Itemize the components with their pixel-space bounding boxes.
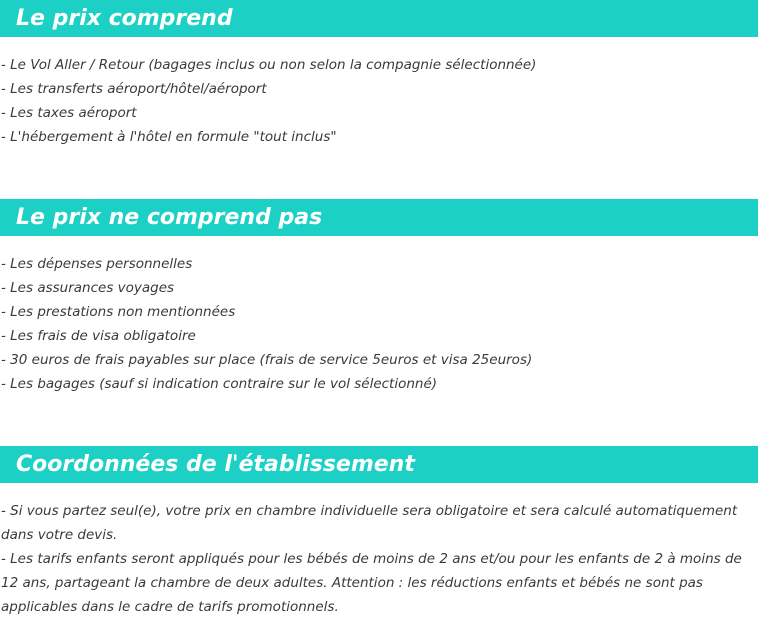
list-item: - Le Vol Aller / Retour (bagages inclus ou non selon la compagnie sélectionnée): [1, 57, 537, 73]
list-item: - Les assurances voyages: [1, 280, 175, 296]
section-heading: Coordonnées de l'établissement: [0, 446, 758, 483]
list-item: - Les dépenses personnelles: [1, 256, 193, 272]
section-heading: Le prix ne comprend pas: [0, 199, 758, 236]
section-price-includes: [0, 0, 758, 149]
list-item: - L'hébergement à l'hôtel en formule "tout inclus": [1, 129, 337, 145]
details-text: [0, 499, 758, 619]
info-paragraph: - Si vous partez seul(e), votre prix en chambre individuelle sera obligatoire et sera calculé automatiquement dans votre devis.: [1, 503, 738, 543]
list-item: - Les prestations non mentionnées: [1, 304, 236, 320]
list-item: - Les frais de visa obligatoire: [1, 328, 196, 344]
list-item: - Les transferts aéroport/hôtel/aéroport: [1, 81, 267, 97]
included-list: [0, 53, 758, 149]
section-heading: Le prix comprend: [0, 0, 758, 37]
list-item: - Les taxes aéroport: [1, 105, 137, 121]
info-paragraph: - Les tarifs enfants seront appliqués pour les bébés de moins de 2 ans et/ou pour les enfants de 2 à moins de 12 ans, partageant la chambre de deux adultes. Attention : les réductions enfants et bébés ne sont pas applicables dans le cadre de tarifs promotionnels.: [1, 551, 742, 615]
list-item: - 30 euros de frais payables sur place (frais de service 5euros et visa 25euros): [1, 352, 533, 368]
section-establishment-details: [0, 446, 758, 619]
section-price-excludes: [0, 199, 758, 396]
excluded-list: [0, 252, 758, 396]
list-item: - Les bagages (sauf si indication contraire sur le vol sélectionné): [1, 376, 438, 392]
